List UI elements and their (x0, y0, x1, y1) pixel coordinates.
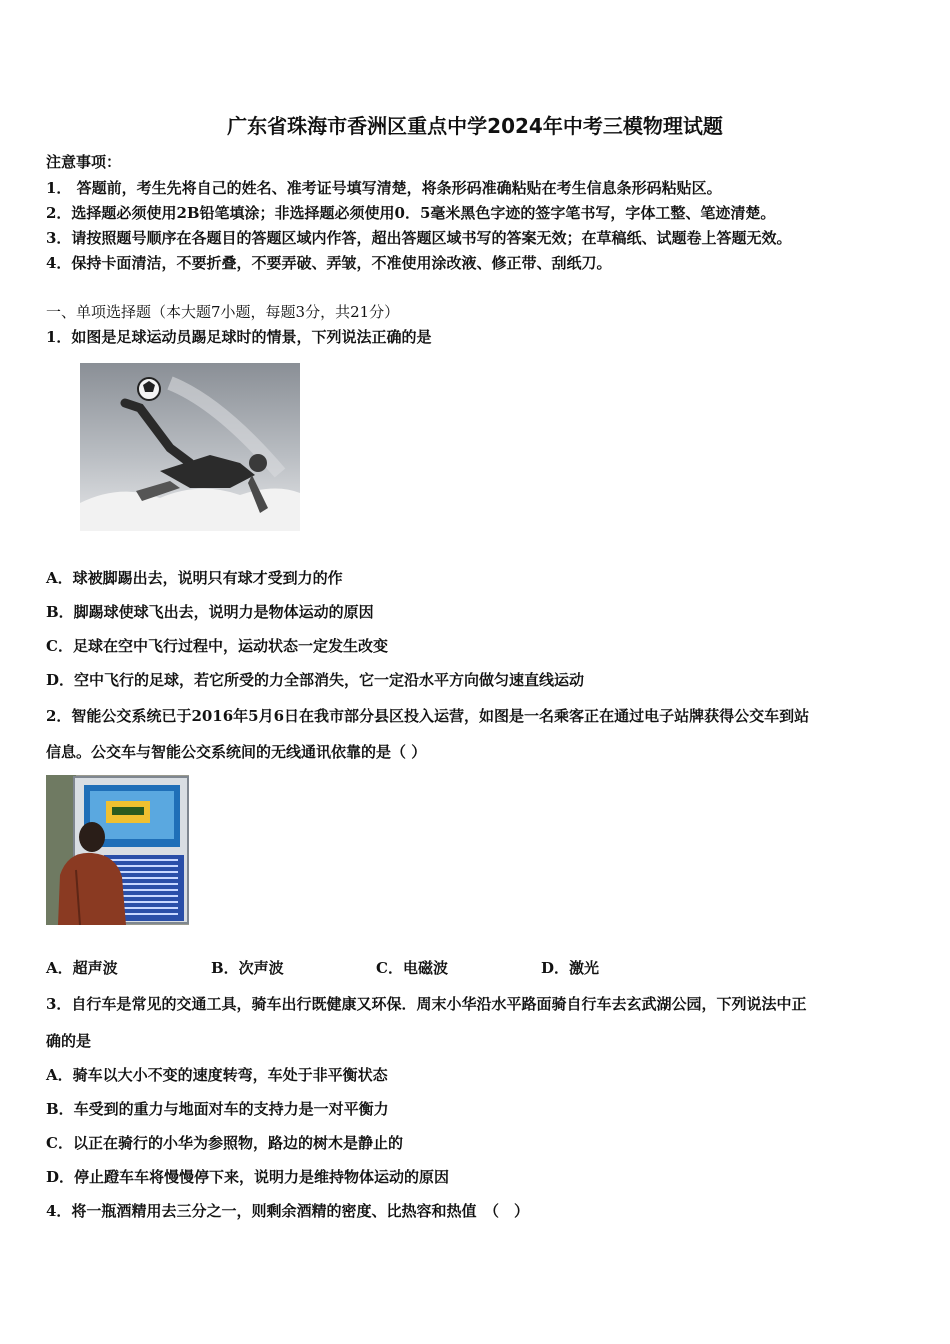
q1-option-c: C．足球在空中飞行过程中，运动状态一定发生改变 (46, 637, 388, 655)
bus-stop-kiosk-illustration (46, 775, 189, 925)
notice-item-4: 4．保持卡面清洁，不要折叠，不要弄破、弄皱，不准使用涂改液、修正带、刮纸刀。 (46, 254, 612, 272)
soccer-kick-illustration (80, 363, 300, 531)
q2-option-a: A．超声波 (46, 959, 118, 977)
q2-option-d: D．激光 (541, 959, 600, 977)
notice-heading: 注意事项： (46, 153, 122, 171)
soccer-kick-image (80, 363, 300, 531)
q2-option-c: C．电磁波 (376, 959, 448, 977)
notice-item-3: 3．请按照题号顺序在各题目的答题区域内作答，超出答题区域书写的答案无效；在草稿纸、试题卷上答题无效。 (46, 229, 792, 247)
q1-option-d: D．空中飞行的足球，若它所受的力全部消失，它一定沿水平方向做匀速直线运动 (46, 671, 585, 689)
q1-option-b: B．脚踢球使球飞出去，说明力是物体运动的原因 (46, 603, 374, 621)
q3-option-d: D．停止蹬车车将慢慢停下来，说明力是维持物体运动的原因 (46, 1168, 450, 1186)
q3-stem-line-1: 3．自行车是常见的交通工具，骑车出行既健康又环保．周末小华沿水平路面骑自行车去玄武湖公园，下列说法中正 (46, 995, 807, 1013)
q2-stem-line-1: 2．智能公交系统已于2016年5月6日在我市部分县区投入运营，如图是一名乘客正在通过电子站牌获得公交车到站 (46, 707, 810, 725)
q3-option-a: A．骑车以大小不变的速度转弯，车处于非平衡状态 (46, 1066, 388, 1084)
notice-item-2: 2．选择题必须使用2B铅笔填涂；非选择题必须使用0．5毫米黑色字迹的签字笔书写，字体工整、笔迹清楚。 (46, 204, 776, 222)
q3-option-b: B．车受到的重力与地面对车的支持力是一对平衡力 (46, 1100, 389, 1118)
q2-option-b: B．次声波 (211, 959, 284, 977)
q1-stem: 1．如图是足球运动员踢足球时的情景，下列说法正确的是 (46, 328, 432, 346)
page-title: 广东省珠海市香洲区重点中学2024年中考三模物理试题 (227, 114, 723, 138)
q3-stem-line-2: 确的是 (46, 1032, 92, 1050)
section-heading: 一、单项选择题（本大题7小题，每题3分，共21分） (46, 303, 400, 321)
q1-option-a: A．球被脚踢出去，说明只有球才受到力的作 (46, 569, 343, 587)
q2-stem-line-2: 信息。公交车与智能公交系统间的无线通讯依靠的是（ ） (46, 743, 427, 761)
notice-item-1: 1． 答题前，考生先将自己的姓名、准考证号填写清楚，将条形码准确粘贴在考生信息条形码粘贴区。 (46, 179, 722, 197)
bus-stop-kiosk-image (46, 775, 189, 925)
q3-option-c: C．以正在骑行的小华为参照物，路边的树木是静止的 (46, 1134, 403, 1152)
q4-stem: 4．将一瓶酒精用去三分之一，则剩余酒精的密度、比热容和热值 （ ） (46, 1202, 529, 1220)
